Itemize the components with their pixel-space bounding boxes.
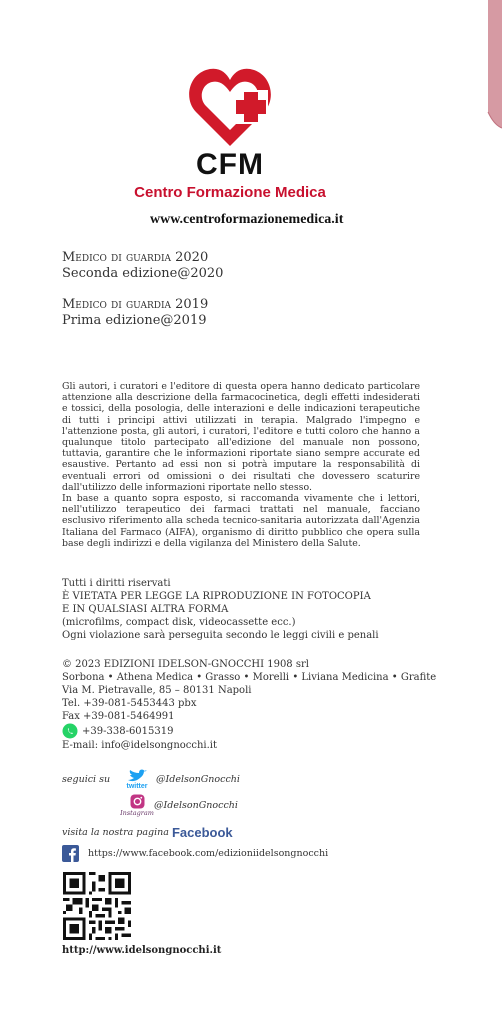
imprints-line: Sorbona • Athena Medica • Grasso • Morelli • Liviana Medicina • Grafite	[62, 672, 437, 683]
copyright-line: © 2023 EDIZIONI IDELSON-GNOCCHI 1908 srl	[62, 659, 309, 670]
publisher-info	[62, 658, 442, 752]
twitter-handle[interactable]: @IdelsonGnocchi	[156, 774, 240, 785]
rights-line: È VIETATA PER LEGGE LA RIPRODUZIONE IN FOTOCOPIA	[62, 591, 371, 602]
twitter-row	[62, 769, 240, 790]
facebook-url-row	[62, 845, 328, 862]
edition-title: Medico di guardia 2019	[62, 297, 209, 312]
rights-line: Tutti i diritti riservati	[62, 578, 171, 589]
disclaimer-paragraph: In base a quanto sopra esposto, si raccomanda vivamente che i lettori, nell'utilizzo terapeutico dei farmaci trattati nel manuale, facciano esclusivo riferimento alla scheda tecnico-sanitaria autorizzata dall'Agenzia Italiana del Farmaco (AIFA), organismo di diritto pubblico che opera sulla base degli indirizzi e della vigilanza del Ministero della Salute.	[62, 493, 420, 549]
brand-website-link[interactable]: www.centroformazionemedica.it	[150, 212, 344, 227]
disclaimer-text	[62, 381, 420, 549]
edition-block-2019	[62, 297, 208, 329]
page-corner-decoration	[484, 0, 502, 130]
phone-line: Tel. +39-081-5453443 pbx	[62, 698, 197, 709]
heart-cross-logo-icon	[186, 60, 274, 148]
qr-code-icon	[63, 872, 131, 940]
rights-line: (microfilms, compact disk, videocassette ecc.)	[62, 617, 296, 628]
address-line: Via M. Pietravalle, 85 – 80131 Napoli	[62, 685, 252, 696]
disclaimer-paragraph: Gli autori, i curatori e l'editore di questa opera hanno dedicato particolare attenzione alla descrizione della farmacocinetica, degli effetti indesiderati e tossici, della posologia, delle interazioni e delle indicazioni terapeutiche di tutti i principi attivi utilizzati in terapia. Malgrado l'impegno e l'attenzione posta, gli autori, i curatori, l'editore e tutti coloro che hanno a qualunque titolo partecipato all'edizione del manuale non possono, tuttavia, garantire che le informazioni riportate siano sempre accurate ed esaustive. Pertanto ad essi non si potrà imputare la responsabilità di eventuali errori od omissioni o dei risultati che dovessero scaturire dall'utilizzo delle informazioni riportate nello stesso.	[62, 381, 420, 493]
edition-subtitle: Seconda edizione@2020	[62, 266, 224, 281]
facebook-wordmark[interactable]: Facebook	[171, 825, 233, 840]
rights-line: Ogni violazione sarà perseguita secondo le leggi civili e penali	[62, 630, 379, 641]
whatsapp-icon	[62, 723, 78, 739]
whatsapp-number[interactable]: +39-338-6015319	[82, 725, 174, 737]
instagram-handle[interactable]: @IdelsonGnocchi	[154, 800, 238, 811]
edition-title: Medico di guardia 2020	[62, 250, 209, 265]
follow-label: seguici su	[62, 774, 111, 785]
edition-block-2020	[62, 250, 223, 282]
instagram-logo[interactable]	[122, 794, 152, 817]
twitter-bird-icon	[126, 769, 148, 783]
instagram-icon	[130, 794, 145, 809]
rights-line: E IN QUALSIASI ALTRA FORMA	[62, 604, 229, 615]
visit-label: visita la nostra pagina	[62, 827, 169, 838]
publisher-website-link[interactable]: http://www.idelsongnocchi.it	[62, 945, 222, 956]
facebook-url[interactable]: https://www.facebook.com/edizioniidelsongnocchi	[88, 848, 329, 859]
facebook-icon[interactable]	[62, 845, 79, 862]
instagram-word: Instagram	[120, 809, 154, 817]
twitter-word: twitter	[126, 783, 148, 790]
edition-subtitle: Prima edizione@2019	[62, 313, 207, 328]
facebook-visit-row	[62, 825, 233, 840]
instagram-row	[122, 794, 238, 817]
brand-full-name: Centro Formazione Medica	[134, 184, 326, 201]
whatsapp-row	[62, 723, 442, 739]
brand-name: CFM	[196, 148, 264, 181]
rights-notice	[62, 577, 442, 642]
email-line[interactable]: E-mail: info@idelsongnocchi.it	[62, 740, 218, 751]
twitter-logo[interactable]	[122, 769, 152, 790]
fax-line: Fax +39-081-5464991	[62, 711, 175, 722]
